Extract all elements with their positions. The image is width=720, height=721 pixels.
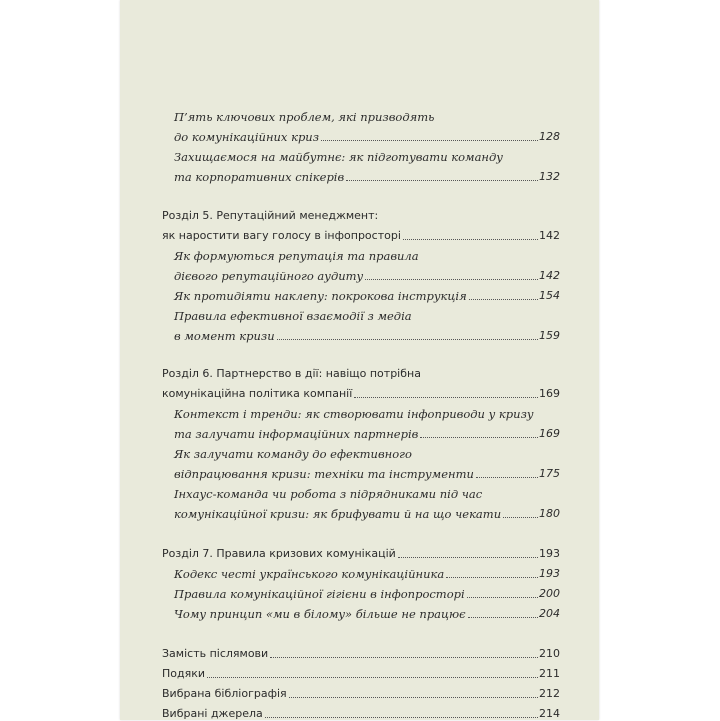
page-number: 132: [539, 170, 560, 183]
dot-leader: [503, 516, 538, 518]
toc-entry-text: Як протидіяти наклепу: покрокова інструкція: [174, 289, 467, 303]
toc-entry-text: Інхаус-команда чи робота з підрядниками під час: [174, 487, 483, 501]
toc-entry: [162, 681, 560, 701]
toc-entry-text: Вибрана бібліографія: [162, 687, 287, 700]
toc-entry-text: в момент кризи: [174, 329, 275, 343]
dot-leader: [265, 716, 538, 718]
page-number: 175: [539, 467, 560, 480]
page-number: 142: [539, 229, 560, 242]
toc-entry: [162, 323, 560, 343]
toc-entry: [162, 661, 560, 681]
toc-entry: [162, 104, 560, 124]
chapter-title-text: комунікаційна політика компанії: [162, 387, 353, 400]
toc-entry-text: Чому принцип «ми в білому» більше не працює: [174, 607, 466, 621]
toc-entry-text: комунікаційної кризи: як брифувати й на що чекати: [174, 507, 502, 521]
toc-entry: [162, 481, 560, 501]
chapter-title-text: Розділ 7. Правила кризових комунікацій: [162, 547, 396, 560]
toc-entry: [162, 701, 560, 721]
chapter-title: [162, 381, 560, 401]
toc-entry: [162, 561, 560, 581]
toc-entry: [162, 243, 560, 263]
page-number: 159: [539, 329, 560, 342]
toc-entry-text: до комунікаційних криз: [174, 130, 319, 144]
book-page: [120, 0, 599, 720]
toc-entry-text: відпрацювання кризи: техніки та інструменти: [174, 467, 474, 481]
toc-entry-text: Подяки: [162, 667, 206, 680]
page-number: 180: [539, 507, 560, 520]
dot-leader: [365, 278, 538, 280]
toc-entry: [162, 441, 560, 461]
toc-entry-text: та корпоративних спікерів: [174, 170, 345, 184]
dot-leader: [207, 676, 538, 678]
page-number: 214: [539, 707, 560, 720]
toc-entry: [162, 401, 560, 421]
table-of-contents: [162, 104, 560, 721]
dot-leader: [289, 696, 538, 698]
toc-entry-text: Вибрані джерела: [162, 707, 263, 720]
page-number: 211: [539, 667, 560, 680]
toc-entry: [162, 461, 560, 481]
toc-entry-text: Як залучати команду до ефективного: [174, 447, 412, 461]
page-number: 169: [539, 427, 560, 440]
toc-entry-text: Захищаємося на майбутнє: як підготувати команду: [174, 150, 503, 164]
dot-leader: [346, 179, 538, 181]
toc-entry: [162, 501, 560, 521]
toc-entry-text: П’ять ключових проблем, які призводять: [174, 110, 435, 124]
dot-leader: [476, 476, 538, 478]
page-number: 154: [539, 289, 560, 302]
chapter-title-text: як наростити вагу голосу в інфопросторі: [162, 229, 401, 242]
toc-entry: [162, 581, 560, 601]
dot-leader: [469, 298, 538, 300]
chapter-title: [162, 223, 560, 243]
toc-entry: [162, 283, 560, 303]
toc-entry: [162, 601, 560, 621]
chapter-title-text: Розділ 6. Партнерство в дії: навіщо потрібна: [162, 367, 421, 380]
toc-entry: [162, 124, 560, 144]
toc-entry: [162, 144, 560, 164]
page-number: 200: [539, 587, 560, 600]
chapter-title: [162, 361, 560, 381]
toc-entry: [162, 421, 560, 441]
toc-entry-text: Замість післямови: [162, 647, 269, 660]
page-number: 210: [539, 647, 560, 660]
page-number: 193: [539, 547, 560, 560]
dot-leader: [270, 656, 538, 658]
toc-entry: [162, 164, 560, 184]
page-number: 142: [539, 269, 560, 282]
chapter-title-text: Розділ 5. Репутаційний менеджмент:: [162, 209, 379, 222]
toc-entry-text: дієвого репутаційного аудиту: [174, 269, 364, 283]
page-number: 212: [539, 687, 560, 700]
dot-leader: [277, 338, 538, 340]
toc-entry-text: Контекст і тренди: як створювати інфоприводи у кризу: [174, 407, 534, 421]
dot-leader: [467, 596, 538, 598]
dot-leader: [398, 556, 538, 558]
toc-entry-text: Як формуються репутація та правила: [174, 249, 419, 263]
chapter-title: [162, 203, 560, 223]
chapter-title: [162, 541, 560, 561]
dot-leader: [354, 396, 538, 398]
dot-leader: [420, 436, 538, 438]
toc-entry-text: Кодекс честі українського комунікаційника: [174, 567, 445, 581]
toc-entry-text: та залучати інформаційних партнерів: [174, 427, 419, 441]
toc-entry: [162, 641, 560, 661]
page-number: 204: [539, 607, 560, 620]
page-number: 169: [539, 387, 560, 400]
dot-leader: [403, 238, 538, 240]
dot-leader: [321, 139, 538, 141]
toc-entry-text: Правила ефективної взаємодії з медіа: [174, 309, 412, 323]
page-number: 128: [539, 130, 560, 143]
toc-entry: [162, 303, 560, 323]
dot-leader: [468, 616, 538, 618]
toc-entry-text: Правила комунікаційної гігієни в інфопросторі: [174, 587, 465, 601]
toc-entry: [162, 263, 560, 283]
page-number: 193: [539, 567, 560, 580]
dot-leader: [446, 576, 538, 578]
